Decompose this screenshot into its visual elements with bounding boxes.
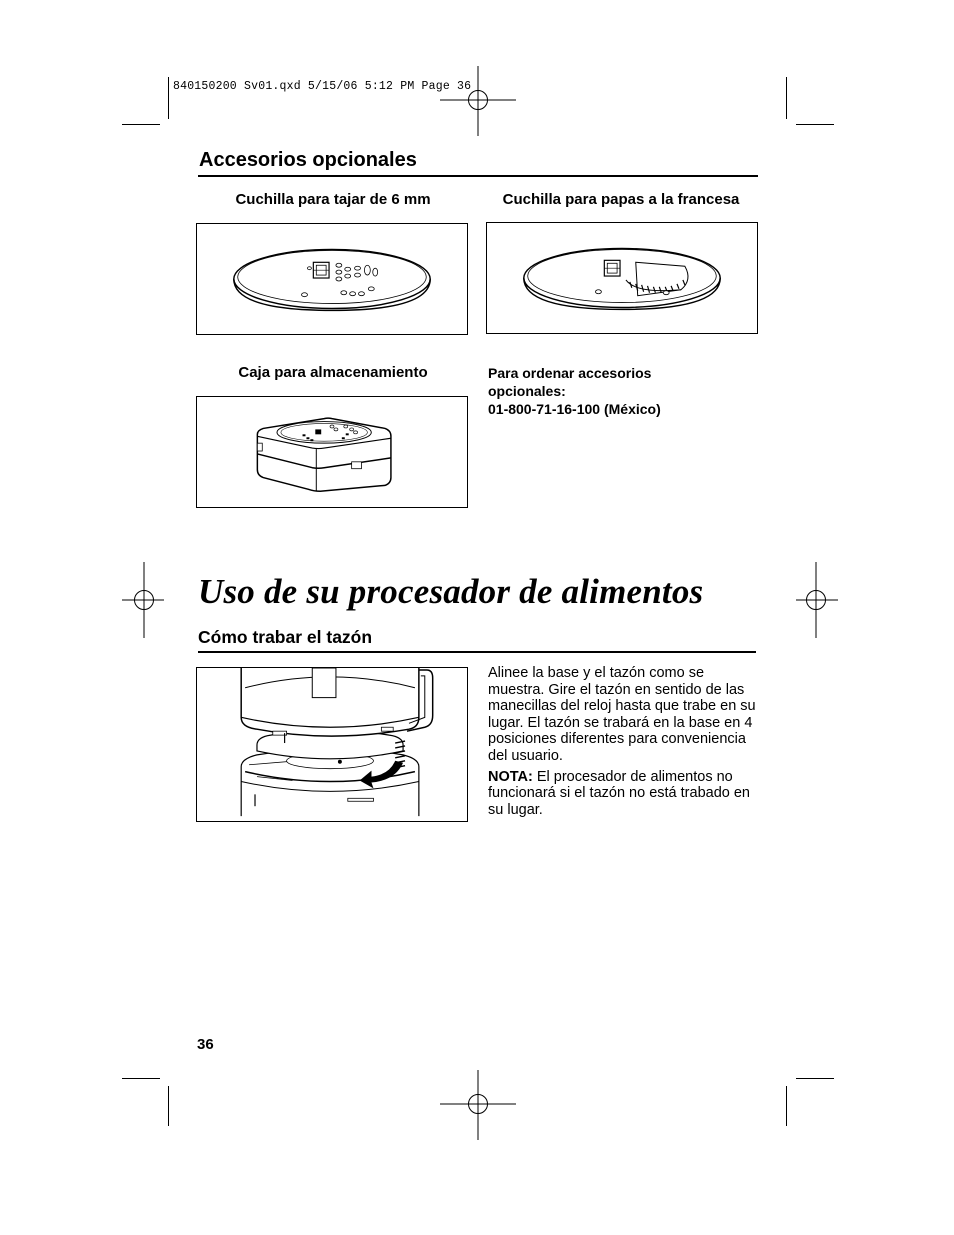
french-fry-disc-image — [486, 222, 758, 334]
registration-mark-right — [796, 562, 838, 638]
accessories-rule — [198, 175, 758, 177]
caption-french-fry-disc: Cuchilla para papas a la francesa — [502, 191, 740, 208]
order-phone: 01-800-71-16-100 (México) — [488, 401, 661, 417]
lock-bowl-heading: Cómo trabar el tazón — [198, 627, 373, 647]
order-info-line2: opcionales: — [488, 383, 566, 399]
lock-bowl-paragraph: Alinee la base y el tazón como se muestra. Gire el tazón en sentido de las manecillas del reloj hasta que trabe en su lugar. El tazón se trabará en la base en 4 posiciones diferentes para conveniencia del usuario. — [488, 665, 756, 764]
page-number: 36 — [197, 1036, 214, 1053]
file-slug: 840150200 Sv01.qxd 5/15/06 5:12 PM Page 36 — [173, 80, 472, 93]
order-info — [488, 364, 758, 418]
note-label: NOTA: — [488, 768, 533, 785]
lock-bowl-rule — [198, 651, 756, 653]
storage-box-image — [196, 396, 468, 508]
registration-mark-bottom — [440, 1070, 516, 1140]
bowl-lock-image — [196, 667, 468, 822]
main-title: Uso de su procesador de alimentos — [198, 572, 704, 611]
lock-bowl-text — [488, 665, 756, 818]
caption-storage-box: Caja para almacenamiento — [238, 364, 428, 381]
slicing-disc-image — [196, 223, 468, 335]
registration-mark-top — [440, 66, 516, 136]
note-text: El procesador de alimentos no funcionará si el tazón no está trabado en su lugar. — [488, 768, 750, 818]
registration-mark-left — [122, 562, 164, 638]
order-info-line1: Para ordenar accesorios — [488, 365, 652, 381]
caption-slicing-disc: Cuchilla para tajar de 6 mm — [235, 191, 431, 208]
lock-bowl-note — [488, 769, 756, 819]
accessories-heading: Accesorios opcionales — [199, 149, 417, 171]
